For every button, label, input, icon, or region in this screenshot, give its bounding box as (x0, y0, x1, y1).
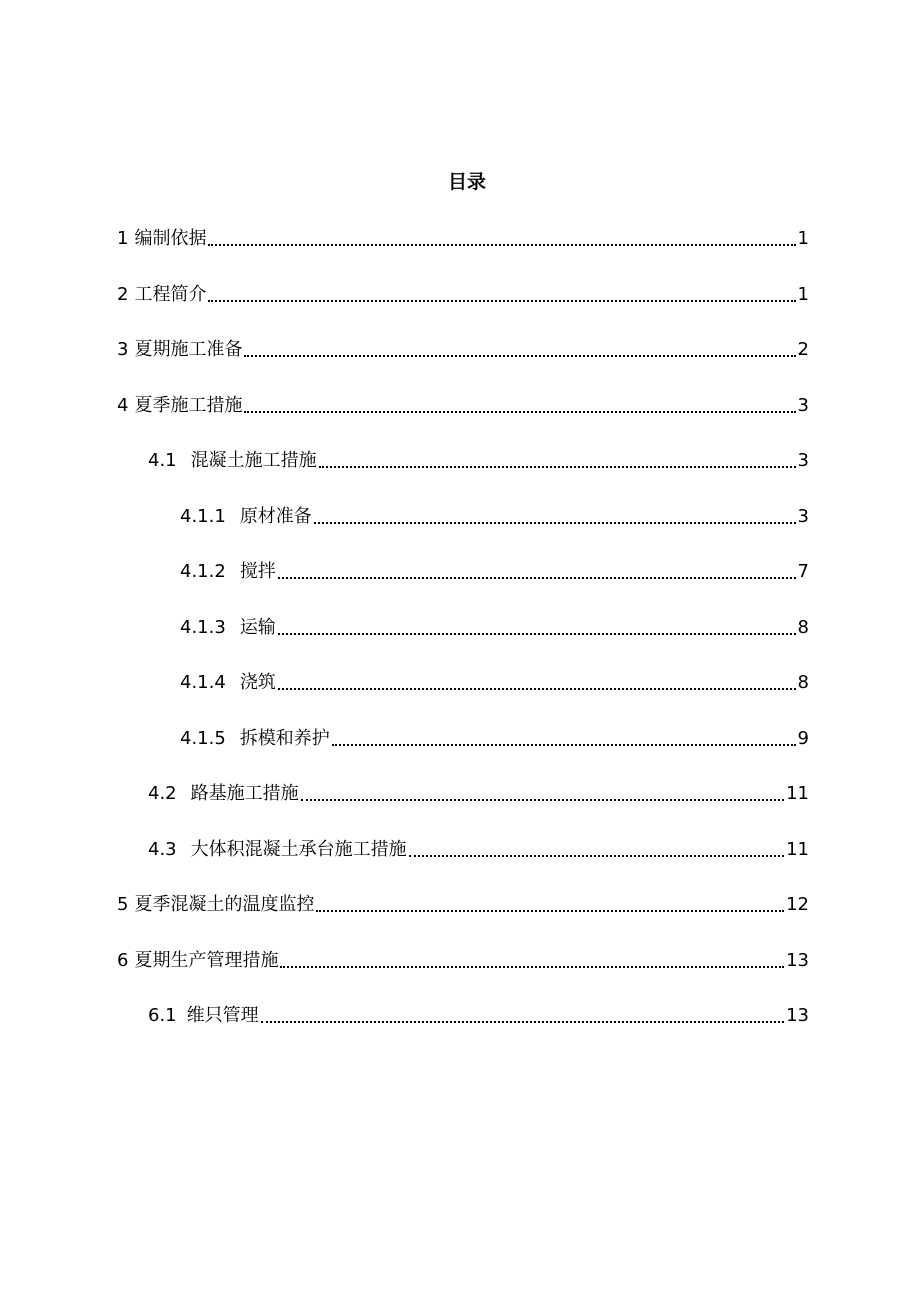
toc-entry[interactable] (117, 388, 809, 418)
toc-entry[interactable] (148, 998, 809, 1028)
toc-entry-label: 编制依据 (134, 228, 207, 249)
toc-entry-label: 原材准备 (239, 505, 312, 527)
toc-entry-page: 1 (797, 283, 809, 305)
toc-leader-dots (244, 355, 795, 357)
toc-leader-dots (244, 411, 795, 413)
toc-entry-page: 3 (797, 505, 809, 527)
toc-entry-page: 3 (797, 450, 809, 471)
toc-entry-label: 运输 (239, 616, 276, 638)
toc-entry-page: 11 (786, 783, 809, 804)
toc-entry-page: 12 (786, 894, 809, 915)
toc-entry-label: 大体积混凝土承台施工措施 (190, 838, 407, 860)
toc-entry-number: 4.1 (148, 450, 177, 471)
toc-leader-dots (409, 855, 784, 857)
toc-entry-number: 6 (117, 949, 129, 971)
toc-entry-number: 4.2 (148, 783, 177, 804)
toc-entry[interactable] (180, 499, 809, 529)
toc-entry-number: 4.1.5 (180, 727, 226, 749)
toc-entry[interactable] (148, 443, 809, 473)
toc-entry-label: 工程简介 (134, 283, 207, 305)
toc-leader-dots (332, 744, 796, 746)
toc-leader-dots (319, 466, 796, 468)
toc-leader-dots (278, 633, 796, 635)
toc-leader-dots (261, 1021, 784, 1023)
toc-entry[interactable] (148, 832, 809, 862)
toc-entry-page: 7 (797, 561, 809, 582)
toc-entry[interactable] (117, 943, 809, 973)
toc-entry[interactable] (117, 277, 809, 307)
toc-entry[interactable] (148, 776, 809, 806)
toc-leader-dots (316, 910, 784, 912)
toc-entry[interactable] (117, 221, 809, 251)
toc-entry-page: 1 (797, 228, 809, 249)
toc-entry-page: 13 (786, 1005, 809, 1026)
toc-entry[interactable] (117, 887, 809, 917)
toc-leader-dots (208, 244, 795, 246)
toc-entry-page: 9 (797, 727, 809, 749)
toc-leader-dots (278, 577, 796, 579)
toc-entry-label: 浇筑 (239, 672, 276, 693)
toc-entry-label: 混凝土施工措施 (190, 450, 317, 471)
toc-entry-label: 夏期生产管理措施 (134, 949, 279, 971)
toc-entry-number: 6.1 (148, 1005, 177, 1026)
toc-entry-number: 4.1.2 (180, 561, 226, 582)
toc-entry-number: 4.3 (148, 838, 177, 860)
toc-entry-number: 1 (117, 228, 129, 249)
toc-entry-label: 维只管理 (186, 1005, 259, 1026)
toc-entry-number: 4 (117, 394, 129, 416)
toc-entry[interactable] (180, 554, 809, 584)
toc-leader-dots (208, 300, 795, 302)
toc-entry-label: 路基施工措施 (190, 783, 299, 804)
toc-title: 目录 (447, 171, 486, 193)
toc-leader-dots (314, 522, 796, 524)
toc-entry[interactable] (117, 332, 809, 362)
toc-entry-label: 夏期施工准备 (134, 339, 243, 360)
toc-entry-page: 8 (797, 616, 809, 638)
toc-entry-page: 11 (786, 838, 809, 860)
toc-entry[interactable] (180, 610, 809, 640)
toc-entry-number: 4.1.1 (180, 505, 226, 527)
toc-entry-number: 2 (117, 283, 129, 305)
toc-leader-dots (301, 799, 784, 801)
toc-entry-number: 4.1.4 (180, 672, 226, 693)
toc-entry-page: 13 (786, 949, 809, 971)
toc-entry-page: 2 (797, 339, 809, 360)
toc-entry-number: 3 (117, 339, 129, 360)
toc-entry[interactable] (180, 721, 809, 751)
toc-entry-page: 3 (797, 394, 809, 416)
toc-entry-label: 搅拌 (239, 561, 276, 582)
toc-entry-number: 4.1.3 (180, 616, 226, 638)
toc-entry-label: 夏季混凝土的温度监控 (134, 894, 315, 915)
toc-leader-dots (280, 966, 784, 968)
toc-entry-number: 5 (117, 894, 129, 915)
toc-entry-label: 夏季施工措施 (134, 394, 243, 416)
toc-entry[interactable] (180, 665, 809, 695)
toc-leader-dots (278, 688, 796, 690)
toc-entry-page: 8 (797, 672, 809, 693)
toc-entry-label: 拆模和养护 (239, 727, 330, 749)
